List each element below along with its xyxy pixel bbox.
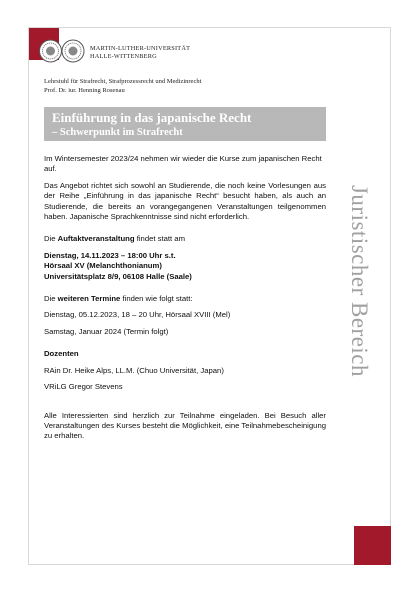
- kickoff-room: Hörsaal XV (Melanchthonianum): [44, 261, 162, 271]
- university-name-line2: HALLE-WITTENBERG: [90, 53, 157, 61]
- closing-paragraph: Alle Interessierten sind herzlich zur Teilnahme eingeladen. Bei Besuch aller Veranstaltungen des Kurses besteht die Möglichkeit, eine Teilnahmebescheinigung zu erhalten.: [44, 410, 326, 441]
- professor-name: Prof. Dr. iur. Henning Rosenau: [44, 87, 125, 95]
- intro-paragraph-2: Das Angebot richtet sich sowohl an Studierende, die noch keine Vorlesungen aus der Reihe „Einführung in das japanische Recht“ besucht haben, als auch an Studierende, die bereits an vorangegangenen Veranstaltungen teilgenommen haben. Japanische Sprachkenntnisse sind nicht erforderlich.: [44, 180, 326, 222]
- kickoff-intro: [44, 234, 326, 244]
- chair-info: [44, 77, 201, 95]
- side-label: [344, 136, 374, 426]
- university-seal-logo: [39, 39, 85, 63]
- university-name: [90, 45, 190, 62]
- main-content: [44, 154, 326, 442]
- lecturers-heading: Dozenten: [44, 349, 79, 359]
- lecturer-1: RAin Dr. Heike Alps, LL.M. (Chuo Universität, Japan): [44, 365, 224, 375]
- kickoff-suffix: findet statt am: [134, 234, 185, 244]
- kickoff-date: Dienstag, 14.11.2023 – 18:00 Uhr s.t.: [44, 250, 176, 260]
- further-prefix: Die: [44, 294, 58, 304]
- side-label-text: Juristischer Bereich: [347, 184, 372, 378]
- further-keyword: weiteren Termine: [57, 294, 121, 304]
- further-date-2: Samstag, Januar 2024 (Termin folgt): [44, 326, 169, 336]
- chair-name: Lehrstuhl für Strafrecht, Strafprozessrecht und Medizinrecht: [44, 78, 202, 85]
- title-banner: [44, 107, 326, 141]
- course-subtitle: – Schwerpunkt im Strafrecht: [52, 127, 183, 138]
- university-name-line1: MARTIN-LUTHER-UNIVERSITÄT: [90, 45, 191, 52]
- further-suffix: finden wie folgt statt:: [120, 294, 193, 304]
- further-dates-intro: [44, 294, 326, 304]
- lecturer-2: VRiLG Gregor Stevens: [44, 382, 123, 392]
- kickoff-address: Universitätsplatz 8/9, 06108 Halle (Saale): [44, 271, 192, 281]
- kickoff-prefix: Die: [44, 234, 58, 244]
- intro-paragraph-1: Im Wintersemester 2023/24 nehmen wir wieder die Kurse zum japanischen Recht auf.: [44, 154, 322, 174]
- kickoff-keyword: Auftaktveranstaltung: [57, 234, 135, 244]
- further-date-1: Dienstag, 05.12.2023, 18 – 20 Uhr, Hörsaal XVIII (Mel): [44, 310, 231, 320]
- accent-square-bottom: [354, 526, 391, 565]
- course-title: Einführung in das japanische Recht: [52, 110, 252, 125]
